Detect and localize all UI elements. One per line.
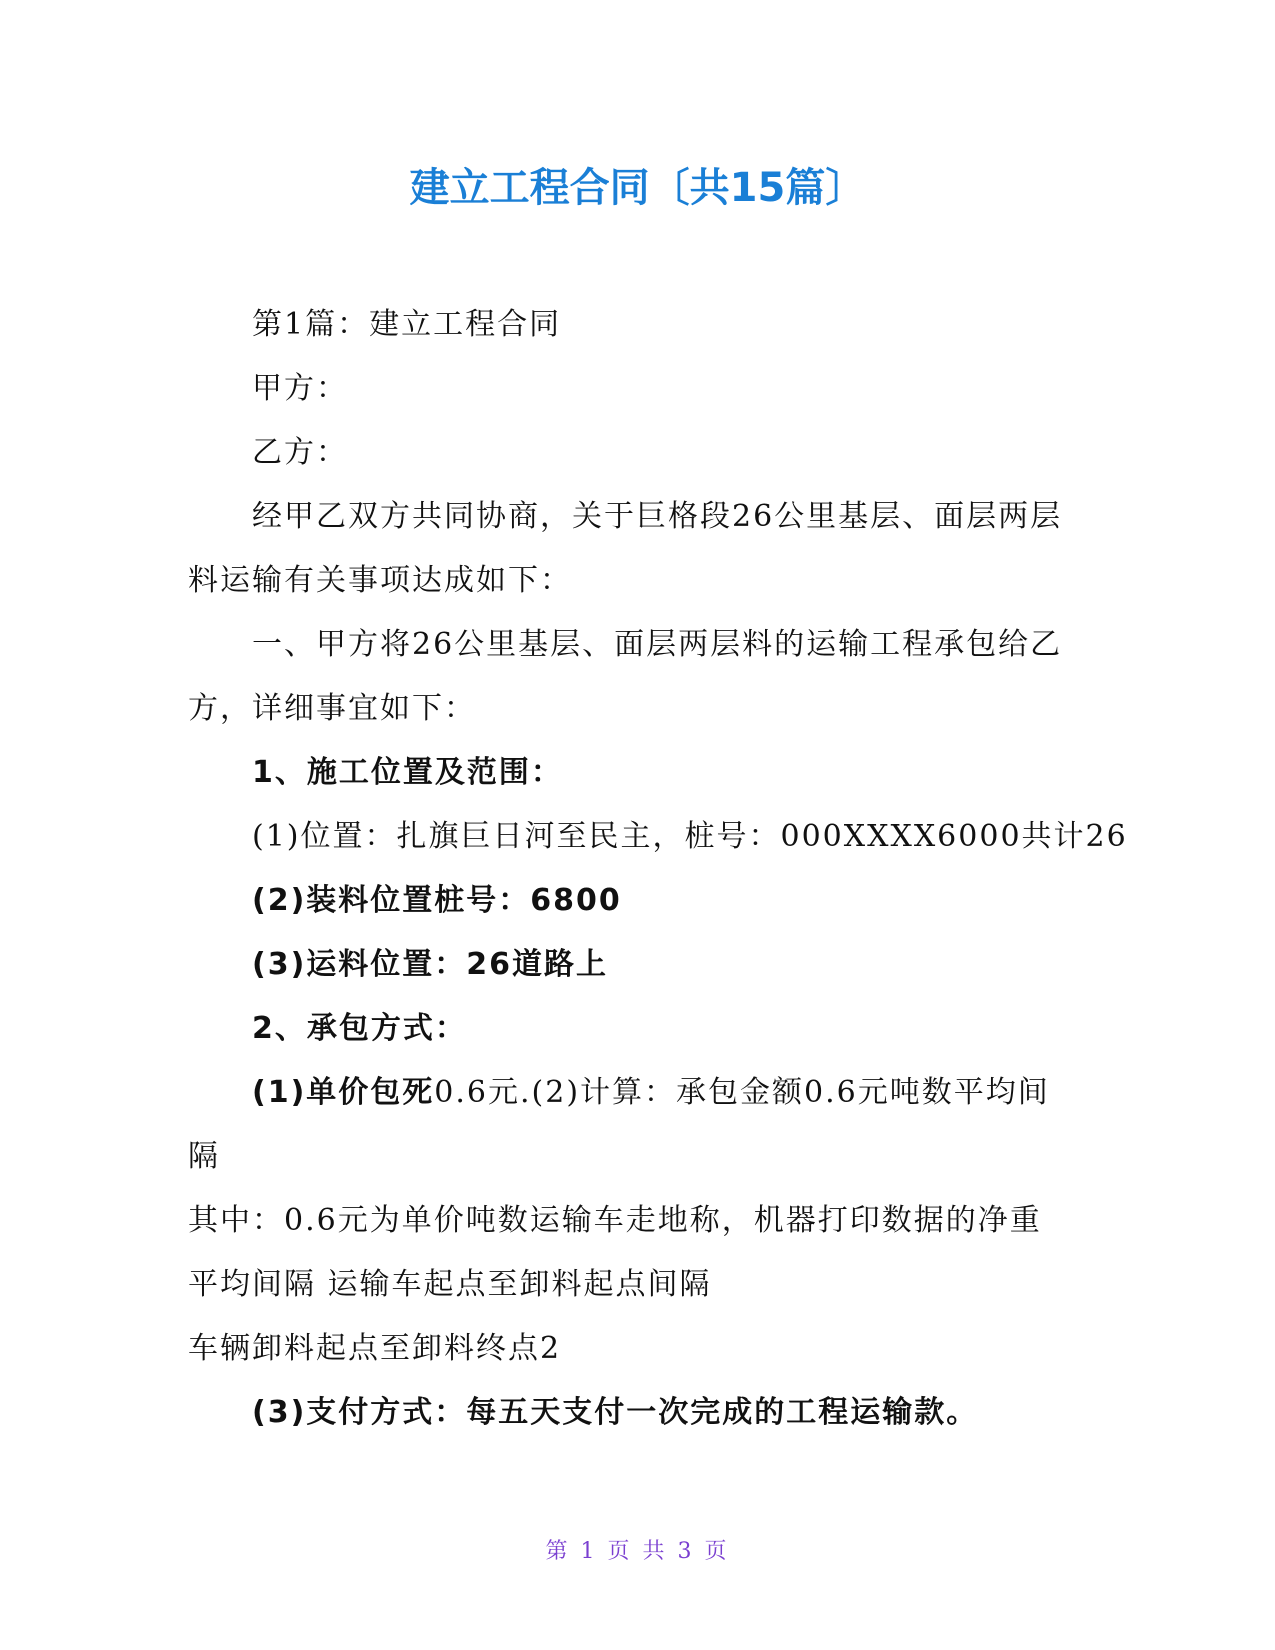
party-a-line: 甲方： [252,371,348,406]
chapter-heading: 第1篇：建立工程合同 [252,307,562,342]
paragraph-line: 料运输有关事项达成如下： [188,563,572,598]
paragraph-line: (3)支付方式：每五天支付一次完成的工程运输款。 [252,1395,979,1430]
paragraph-line: 一、甲方将26公里基层、面层两层料的运输工程承包给乙 [252,627,1063,662]
paragraph-line: (3)运料位置：26道路上 [252,947,609,982]
paragraph-line: 经甲乙双方共同协商，关于巨格段26公里基层、面层两层 [252,499,1063,534]
paragraph-line: 隔 [188,1139,220,1174]
paragraph-line [188,1061,1088,1125]
bold-run: (1)单价包死 [252,1075,435,1110]
paragraph-line: 其中：0.6元为单价吨数运输车走地称，机器打印数据的净重 [188,1203,1042,1238]
page-footer: 第 1 页 共 3 页 [545,1539,730,1564]
section-heading: 1、施工位置及范围： [252,755,563,790]
normal-run: 0.6元.(2)计算：承包金额0.6元吨数平均间 [434,1075,1050,1110]
party-b-line: 乙方： [252,435,348,470]
document-body [188,293,1128,1445]
paragraph-line: (1)位置：扎旗巨日河至民主，桩号：000XXXX6000共计26 [252,819,1128,854]
paragraph-line: 车辆卸料起点至卸料终点2 [188,1331,562,1366]
paragraph-line: 方，详细事宜如下： [188,691,476,726]
section-heading: 2、承包方式： [252,1011,467,1046]
paragraph-line: 平均间隔 运输车起点至卸料起点间隔 [188,1267,712,1302]
paragraph-line: (2)装料位置桩号：6800 [252,883,622,918]
document-title: 建立工程合同〔共15篇〕 [409,165,866,211]
